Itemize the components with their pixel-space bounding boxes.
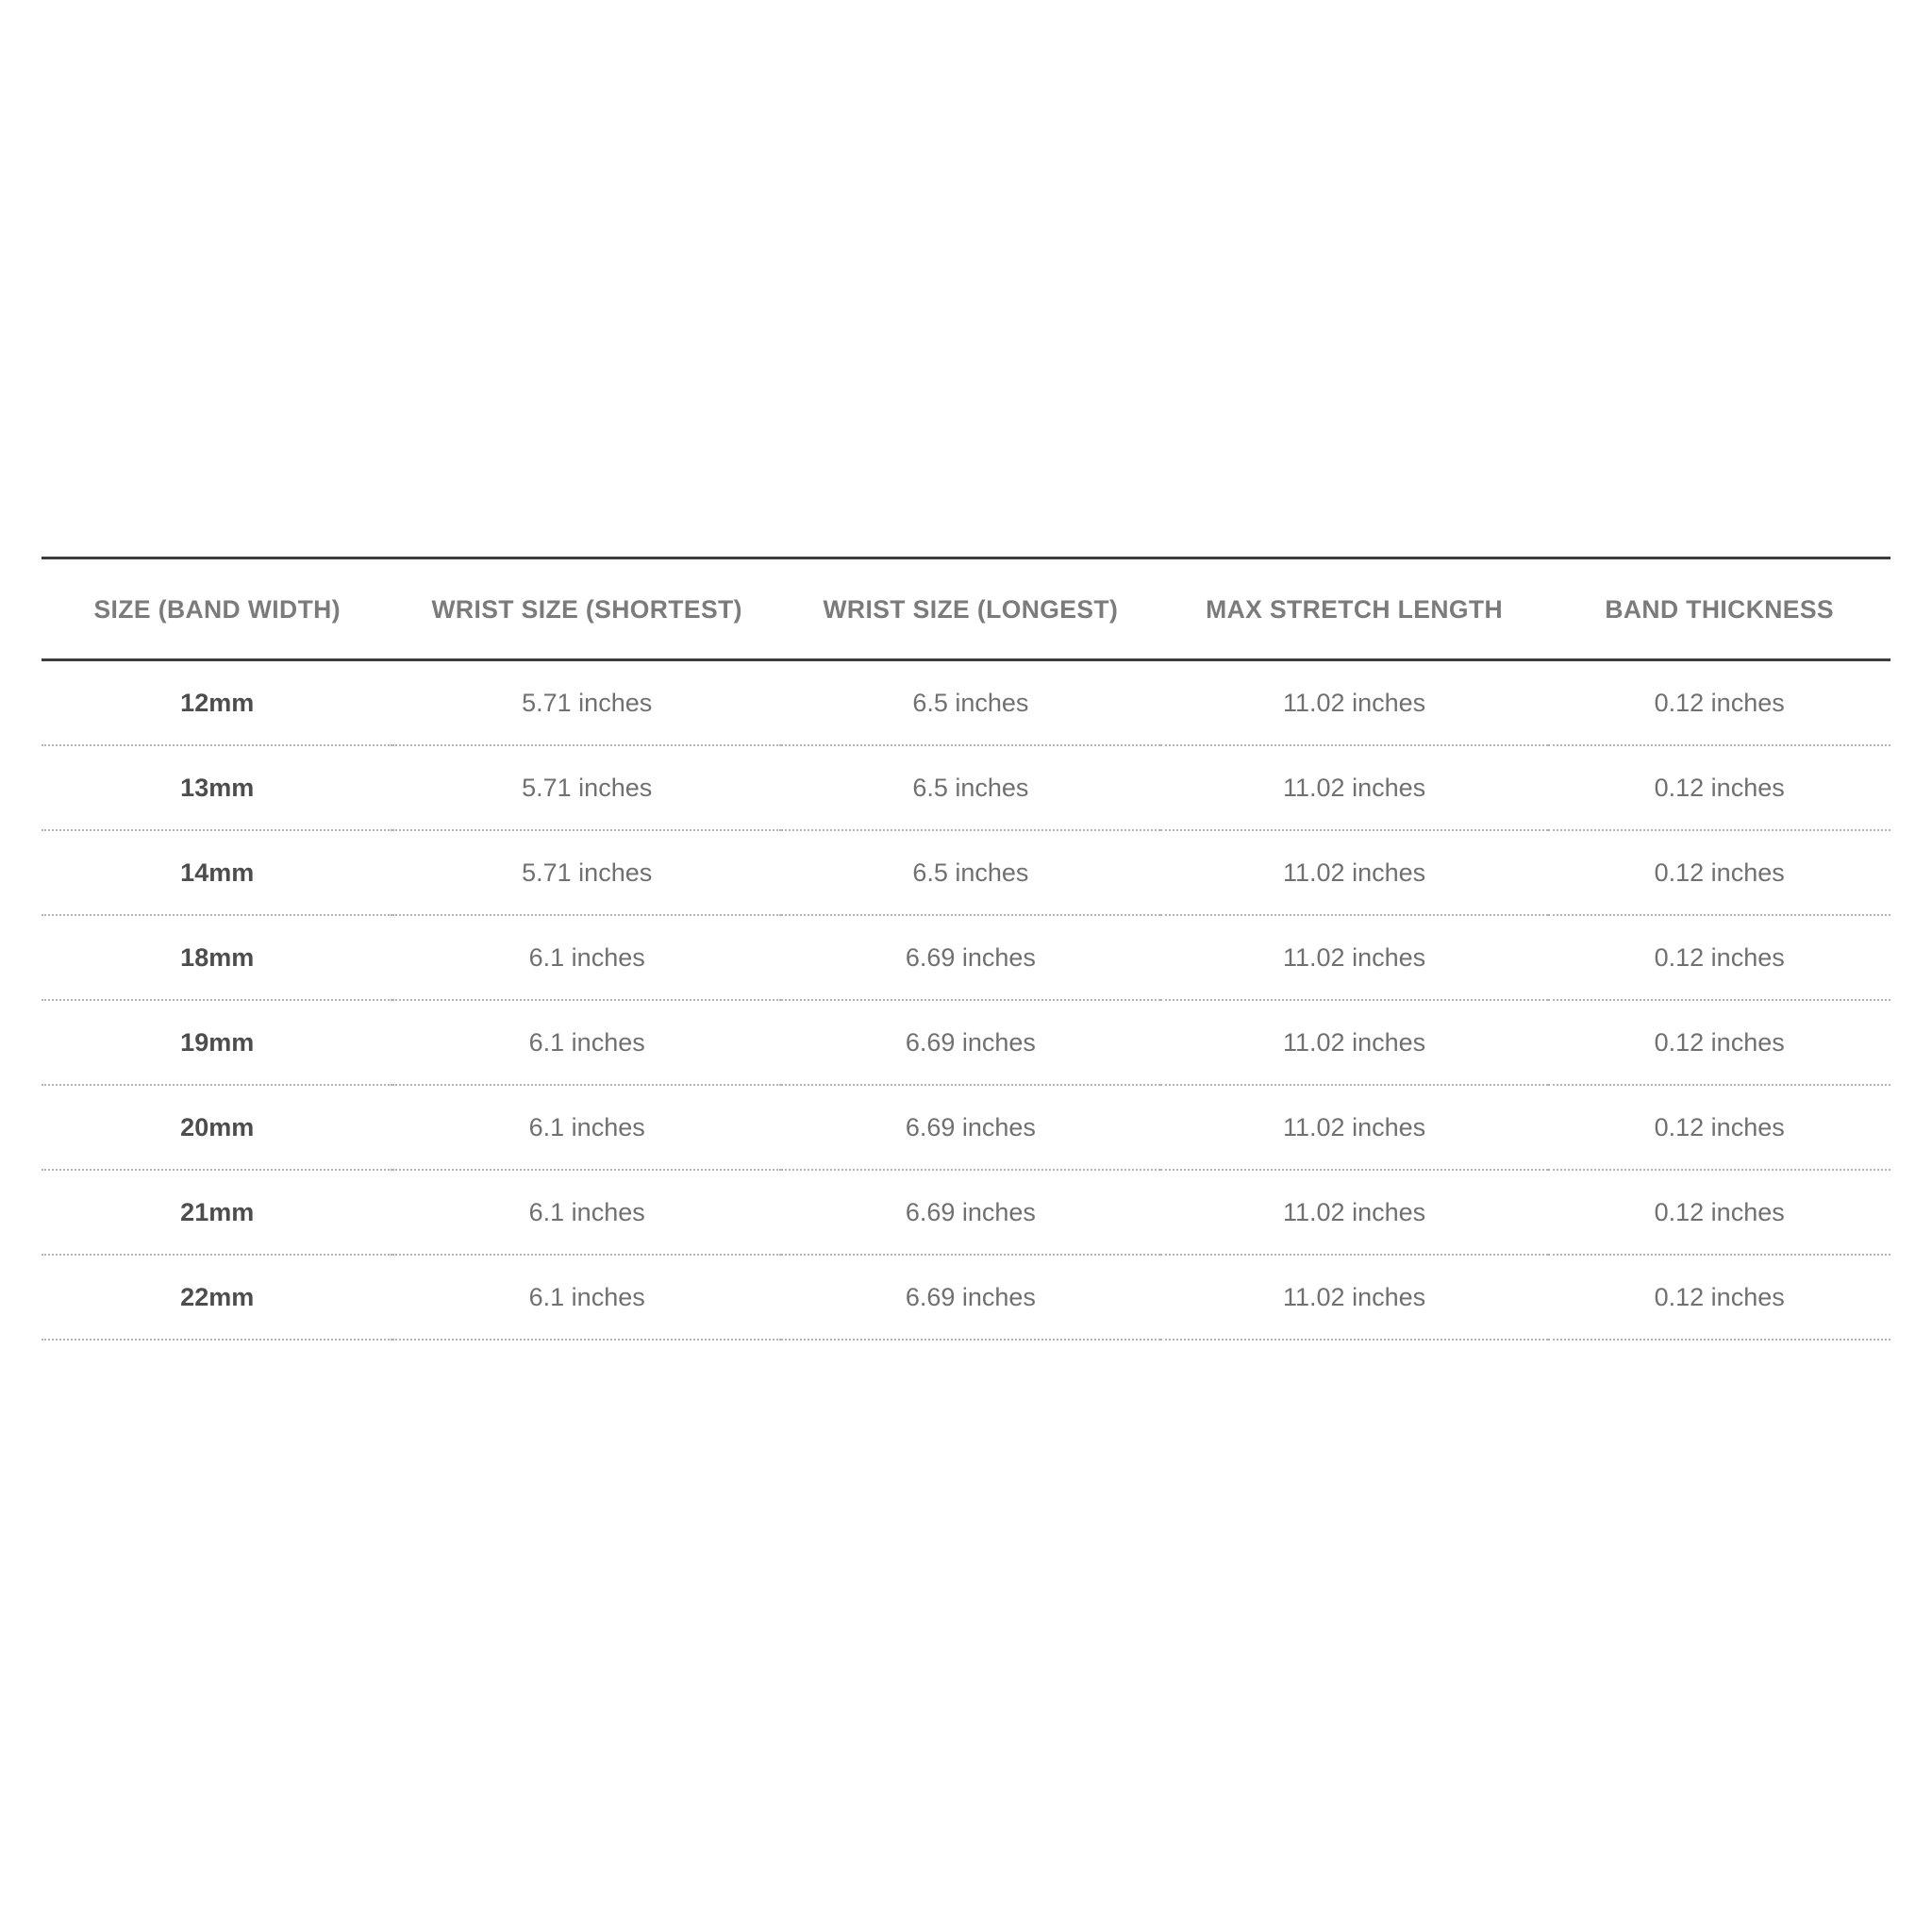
- cell-wrist-shortest: 5.71 inches: [392, 830, 781, 915]
- cell-wrist-longest: 6.69 inches: [781, 1000, 1160, 1085]
- table-row: [42, 915, 1890, 1000]
- cell-size: 13mm: [42, 745, 392, 830]
- cell-wrist-longest: 6.69 inches: [781, 1085, 1160, 1170]
- cell-band-thickness: 0.12 inches: [1548, 1170, 1890, 1255]
- cell-wrist-longest: 6.5 inches: [781, 745, 1160, 830]
- table-body: [42, 660, 1890, 1341]
- column-header-max-stretch-length: MAX STRETCH LENGTH: [1160, 558, 1549, 660]
- cell-wrist-shortest: 6.1 inches: [392, 1255, 781, 1340]
- cell-wrist-shortest: 6.1 inches: [392, 1170, 781, 1255]
- cell-max-stretch: 11.02 inches: [1160, 1000, 1549, 1085]
- cell-size: 22mm: [42, 1255, 392, 1340]
- cell-max-stretch: 11.02 inches: [1160, 1255, 1549, 1340]
- cell-size: 20mm: [42, 1085, 392, 1170]
- table-header: [42, 558, 1890, 660]
- cell-size: 14mm: [42, 830, 392, 915]
- cell-band-thickness: 0.12 inches: [1548, 745, 1890, 830]
- cell-wrist-longest: 6.5 inches: [781, 830, 1160, 915]
- cell-size: 12mm: [42, 660, 392, 746]
- cell-max-stretch: 11.02 inches: [1160, 830, 1549, 915]
- cell-max-stretch: 11.02 inches: [1160, 1170, 1549, 1255]
- column-header-band-thickness: BAND THICKNESS: [1548, 558, 1890, 660]
- table-row: [42, 1000, 1890, 1085]
- column-header-wrist-size-longest: WRIST SIZE (LONGEST): [781, 558, 1160, 660]
- table-row: [42, 830, 1890, 915]
- cell-max-stretch: 11.02 inches: [1160, 915, 1549, 1000]
- size-chart-table-container: [42, 557, 1890, 1341]
- cell-wrist-shortest: 6.1 inches: [392, 1085, 781, 1170]
- cell-band-thickness: 0.12 inches: [1548, 830, 1890, 915]
- table-row: [42, 745, 1890, 830]
- cell-wrist-longest: 6.69 inches: [781, 1170, 1160, 1255]
- table-row: [42, 1255, 1890, 1340]
- cell-size: 19mm: [42, 1000, 392, 1085]
- cell-wrist-longest: 6.5 inches: [781, 660, 1160, 746]
- cell-wrist-shortest: 6.1 inches: [392, 915, 781, 1000]
- cell-band-thickness: 0.12 inches: [1548, 660, 1890, 746]
- size-chart-table: [42, 557, 1890, 1341]
- table-header-row: [42, 558, 1890, 660]
- cell-band-thickness: 0.12 inches: [1548, 915, 1890, 1000]
- cell-max-stretch: 11.02 inches: [1160, 745, 1549, 830]
- cell-band-thickness: 0.12 inches: [1548, 1255, 1890, 1340]
- cell-size: 18mm: [42, 915, 392, 1000]
- cell-max-stretch: 11.02 inches: [1160, 1085, 1549, 1170]
- cell-wrist-longest: 6.69 inches: [781, 1255, 1160, 1340]
- cell-wrist-shortest: 5.71 inches: [392, 745, 781, 830]
- cell-wrist-longest: 6.69 inches: [781, 915, 1160, 1000]
- cell-wrist-shortest: 6.1 inches: [392, 1000, 781, 1085]
- cell-band-thickness: 0.12 inches: [1548, 1085, 1890, 1170]
- cell-band-thickness: 0.12 inches: [1548, 1000, 1890, 1085]
- column-header-wrist-size-shortest: WRIST SIZE (SHORTEST): [392, 558, 781, 660]
- table-row: [42, 1085, 1890, 1170]
- cell-size: 21mm: [42, 1170, 392, 1255]
- cell-max-stretch: 11.02 inches: [1160, 660, 1549, 746]
- table-row: [42, 1170, 1890, 1255]
- column-header-size-band-width: SIZE (BAND WIDTH): [42, 558, 392, 660]
- table-row: [42, 660, 1890, 746]
- cell-wrist-shortest: 5.71 inches: [392, 660, 781, 746]
